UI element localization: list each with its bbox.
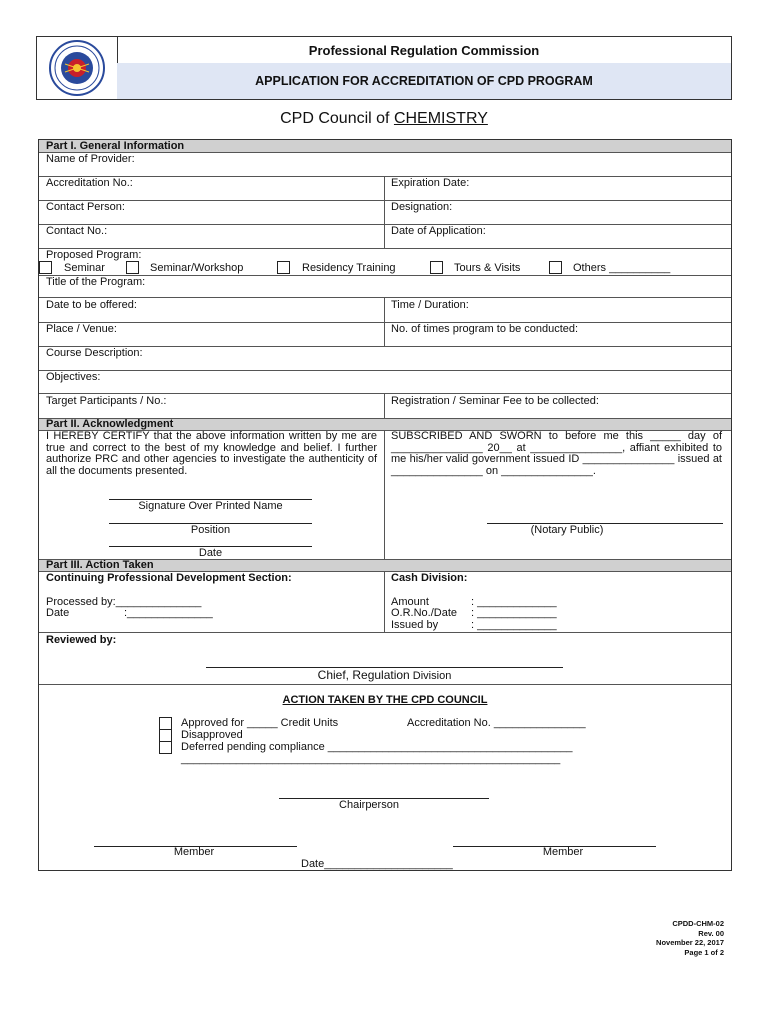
revision-date: November 22, 2017	[656, 938, 724, 947]
chief-division: Division	[412, 670, 452, 682]
place-venue-label: Place / Venue:	[46, 323, 117, 335]
approved-for-text: Approved for _____ Credit Units	[181, 717, 339, 729]
deferred-line2: ______________________________________________________________	[181, 753, 561, 765]
residency-training-checkbox[interactable]	[277, 261, 290, 274]
prc-seal-cell	[37, 37, 118, 99]
part1-heading: Part I. General Information	[46, 140, 185, 152]
disapproved-text: Disapproved	[181, 729, 243, 741]
form-footer	[656, 919, 724, 957]
contact-person-label: Contact Person:	[46, 201, 125, 213]
date-of-application-label: Date of Application:	[391, 225, 486, 237]
objectives-label: Objectives:	[46, 371, 101, 383]
contact-no-label: Contact No.:	[46, 225, 108, 237]
org-name: Professional Regulation Commission	[117, 37, 731, 64]
council-date-field: Date_____________________	[301, 858, 453, 870]
time-duration-label: Time / Duration:	[391, 299, 469, 311]
cpd-section-label: Continuing Professional Development Section:	[46, 572, 292, 584]
target-participants-label: Target Participants / No.:	[46, 395, 167, 407]
deferred-text: Deferred pending compliance ________________________________________	[181, 741, 573, 753]
issued-by-label: Issued by	[391, 619, 439, 631]
prc-seal-icon	[37, 37, 117, 99]
council-accreditation-no: Accreditation No. _______________	[407, 717, 586, 729]
part2-heading: Part II. Acknowledgment	[46, 418, 174, 430]
designation-label: Designation:	[391, 201, 453, 213]
notary-label: (Notary Public)	[530, 524, 604, 536]
date-field-label: Date	[46, 607, 70, 619]
or-no-date-line: : _____________	[471, 607, 557, 619]
position-label: Position	[190, 524, 231, 536]
no-of-times-label: No. of times program to be conducted:	[391, 323, 579, 335]
certify-text: I HEREBY CERTIFY that the above information written by me are true and correct to the best of my knowledge and belief. I further authorize PRC and other agencies to investigate the authenticity of all the documents presented.	[46, 430, 377, 477]
council-prefix: CPD Council of	[280, 110, 394, 127]
others-checkbox[interactable]	[549, 261, 562, 274]
seminar-workshop-checkbox[interactable]	[126, 261, 139, 274]
reviewed-by-label: Reviewed by:	[46, 634, 117, 646]
page-number: Page 1 of 2	[684, 947, 724, 957]
chief-label	[206, 669, 563, 683]
council-action-heading: ACTION TAKEN BY THE CPD COUNCIL	[282, 694, 488, 706]
date-to-be-offered-label: Date to be offered:	[46, 299, 137, 311]
expiration-date-label: Expiration Date:	[391, 177, 470, 189]
issued-by-line: : _____________	[471, 619, 557, 631]
council-title	[0, 110, 768, 128]
signature-label: Signature Over Printed Name	[138, 500, 283, 512]
seminar-workshop-option: Seminar/Workshop	[150, 262, 244, 274]
form-header	[36, 36, 732, 100]
cash-division-label: Cash Division:	[391, 572, 468, 584]
member1-label: Member	[173, 846, 215, 858]
registration-fee-label: Registration / Seminar Fee to be collected:	[391, 395, 599, 407]
part3-heading: Part III. Action Taken	[46, 559, 154, 571]
chairperson-label: Chairperson	[339, 799, 399, 811]
name-of-provider-label: Name of Provider:	[46, 153, 135, 165]
proposed-program-label: Proposed Program:	[46, 249, 142, 261]
processed-by-field: Processed by:______________	[46, 596, 202, 608]
deferred-checkbox[interactable]	[159, 741, 172, 754]
residency-training-option: Residency Training	[302, 262, 396, 274]
chief-title: Chief, Regulation	[317, 668, 410, 682]
form-title: APPLICATION FOR ACCREDITATION OF CPD PROGRAM	[117, 63, 731, 99]
others-option: Others __________	[573, 262, 671, 274]
seminar-checkbox[interactable]	[39, 261, 52, 274]
member2-label: Member	[542, 846, 584, 858]
seminar-option: Seminar	[64, 262, 105, 274]
or-no-date-label: O.R.No./Date	[391, 607, 458, 619]
application-form	[38, 139, 732, 871]
date-label: Date	[198, 547, 223, 559]
revision: Rev. 00	[698, 928, 724, 938]
tours-visits-checkbox[interactable]	[430, 261, 443, 274]
date-field-line: :______________	[124, 607, 213, 619]
tours-visits-option: Tours & Visits	[454, 262, 521, 274]
accreditation-no-label: Accreditation No.:	[46, 177, 133, 189]
sworn-text: SUBSCRIBED AND SWORN to before me this _____ day of _______________ 20__ at _______________, affiant exhibited to me his/her valid government issued ID _______________ issued at _______________ on _______________.	[391, 430, 722, 477]
council-name: CHEMISTRY	[393, 110, 488, 127]
course-description-label: Course Description:	[46, 347, 143, 359]
title-of-program-label: Title of the Program:	[46, 276, 146, 288]
amount-label: Amount	[391, 596, 429, 608]
form-code: CPDD-CHM-02	[672, 919, 724, 928]
amount-line: : _____________	[471, 596, 557, 608]
